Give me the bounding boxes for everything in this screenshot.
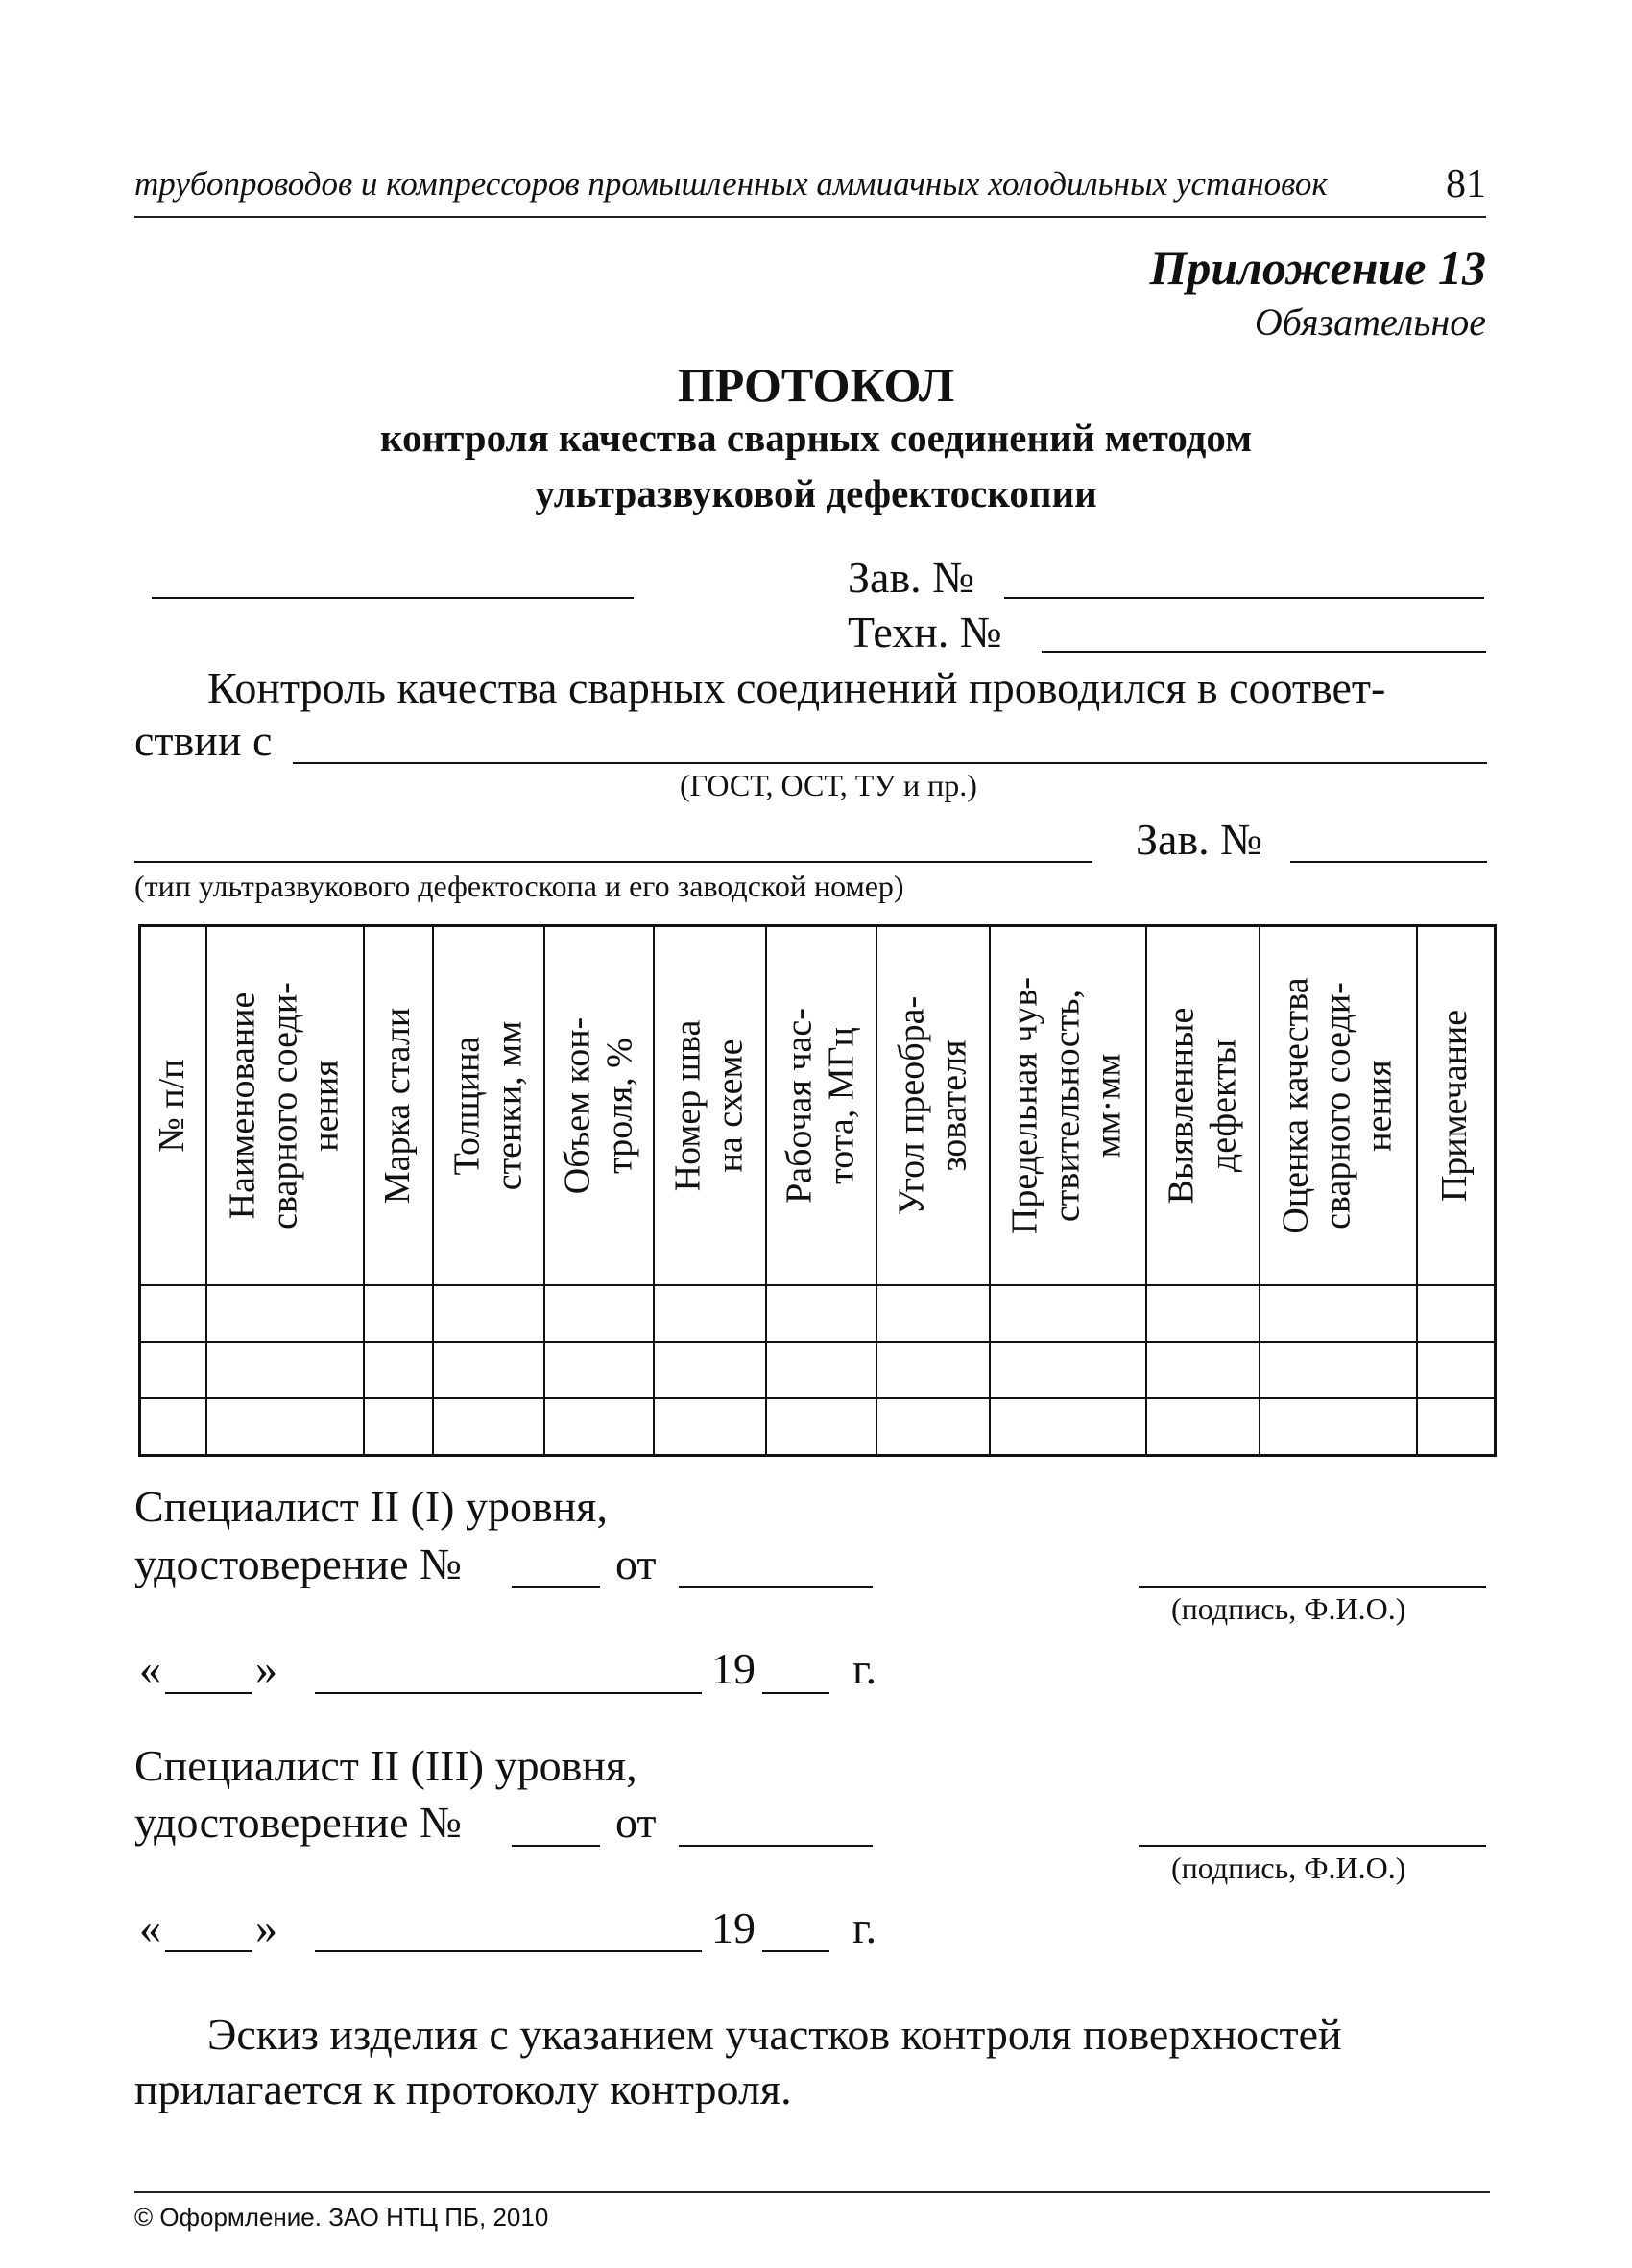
footer-divider [134, 2191, 1490, 2193]
table-cell[interactable] [1146, 1342, 1260, 1398]
column-header-label: Оценка качества сварного соеди- нения [1274, 977, 1400, 1234]
table-cell[interactable] [990, 1398, 1146, 1456]
table-cell[interactable] [544, 1398, 654, 1456]
column-header [990, 926, 1146, 1286]
specialist-1-signature-caption: (подпись, Ф.И.О.) [1171, 1591, 1406, 1626]
specialist-2-date-close: » [255, 1903, 277, 1952]
zav-no-blank-2[interactable] [1290, 861, 1487, 863]
table-cell[interactable] [654, 1285, 766, 1342]
zav-no-label: Зав. № [848, 553, 975, 602]
standard-blank[interactable] [293, 762, 1487, 764]
specialist-2-year-blank[interactable] [762, 1950, 829, 1952]
zav-no-blank[interactable] [1004, 597, 1484, 599]
zav-no-label-2: Зав. № [1136, 815, 1263, 864]
table-cell[interactable] [990, 1285, 1146, 1342]
table-cell[interactable] [140, 1342, 206, 1398]
table-cell[interactable] [876, 1342, 990, 1398]
column-header [433, 926, 544, 1286]
table-cell[interactable] [206, 1342, 364, 1398]
table-cell[interactable] [1417, 1342, 1496, 1398]
specialist-1-cert-blank[interactable] [512, 1586, 600, 1588]
table-cell[interactable] [433, 1342, 544, 1398]
specialist-2-month-blank[interactable] [315, 1950, 702, 1952]
table-cell[interactable] [433, 1285, 544, 1342]
ultrasonic-results-table [138, 924, 1497, 1457]
detector-caption: (тип ультразвукового дефектоскопа и его заводской номер) [134, 869, 904, 903]
table-cell[interactable] [140, 1398, 206, 1456]
table-cell[interactable] [876, 1285, 990, 1342]
table-cell[interactable] [364, 1285, 433, 1342]
specialist-1-date-open: « [139, 1644, 161, 1693]
table-cell[interactable] [206, 1398, 364, 1456]
table-cell[interactable] [1260, 1342, 1417, 1398]
specialist-1-year-suffix: г. [852, 1644, 877, 1693]
specialist-2-cert-label: удостоверение № [134, 1798, 462, 1847]
column-header-label: Предельная чув- ствительность, мм·мм [1004, 976, 1129, 1235]
column-header-label: Наименование сварного соеди- нения [221, 982, 347, 1229]
protocol-title: ПРОТОКОЛ [677, 358, 955, 412]
standard-caption: (ГОСТ, ОСТ, ТУ и пр.) [680, 768, 977, 802]
column-header-label: Примечание [1434, 1009, 1476, 1203]
specialist-1-date-close: » [255, 1644, 277, 1693]
column-header-label: Угол преобра- зователя [890, 995, 973, 1216]
column-header [364, 926, 433, 1286]
column-header [544, 926, 654, 1286]
table-row [140, 1398, 1496, 1456]
column-header-label: № п/п [152, 1059, 193, 1153]
specialist-1-signature-blank[interactable] [1139, 1586, 1486, 1588]
specialist-2-title: Специалист II (III) уровня, [134, 1741, 637, 1790]
column-header-label: Номер шва на схеме [667, 1019, 750, 1192]
table-cell[interactable] [876, 1398, 990, 1456]
specialist-1-title: Специалист II (I) уровня, [134, 1482, 608, 1531]
table-cell[interactable] [206, 1285, 364, 1342]
table-header-row [140, 926, 1496, 1286]
table-cell[interactable] [544, 1285, 654, 1342]
table-cell[interactable] [544, 1342, 654, 1398]
table-cell[interactable] [364, 1398, 433, 1456]
column-header [140, 926, 206, 1286]
column-header [206, 926, 364, 1286]
protocol-subtitle-line1: контроля качества сварных соединений методом [379, 416, 1253, 460]
column-header-label: Толщина стенки, мм [445, 1020, 529, 1191]
specialist-2-from-label: от [615, 1798, 657, 1847]
detector-blank[interactable] [134, 861, 1092, 863]
column-header [876, 926, 990, 1286]
specialist-1-from-label: от [615, 1540, 657, 1588]
table-cell[interactable] [990, 1342, 1146, 1398]
specialist-2-date-open: « [139, 1903, 161, 1952]
table-cell[interactable] [766, 1285, 876, 1342]
control-text-line2: ствии с [134, 716, 273, 765]
control-text-line1: Контроль качества сварных соединений проводился в соответ- [207, 663, 1386, 712]
table-cell[interactable] [1417, 1398, 1496, 1456]
specialist-2-year-label: 19 [711, 1903, 756, 1952]
specialist-1-year-label: 19 [711, 1644, 756, 1693]
footer-copyright: © Оформление. ЗАО НТЦ ПБ, 2010 [134, 2203, 549, 2232]
column-header-label: Рабочая час- тота, МГц [779, 1008, 861, 1204]
running-header-title: трубопроводов и компрессоров промышленных аммиачных холодильных установок [134, 165, 1328, 203]
tekhn-no-blank[interactable] [1042, 651, 1486, 653]
column-header-label: Марка стали [376, 1007, 418, 1205]
specialist-2-signature-caption: (подпись, Ф.И.О.) [1171, 1850, 1406, 1885]
table-cell[interactable] [654, 1398, 766, 1456]
table-cell[interactable] [1260, 1398, 1417, 1456]
table-cell[interactable] [1146, 1398, 1260, 1456]
column-header [654, 926, 766, 1286]
table-cell[interactable] [1260, 1285, 1417, 1342]
table-cell[interactable] [654, 1342, 766, 1398]
table-row [140, 1285, 1496, 1342]
specialist-2-day-blank[interactable] [165, 1950, 252, 1952]
column-header-label: Выявленные дефекты [1160, 1007, 1243, 1205]
table-cell[interactable] [433, 1398, 544, 1456]
sketch-note-line1: Эскиз изделия с указанием участков контроля поверхностей [207, 2010, 1342, 2059]
table-cell[interactable] [140, 1285, 206, 1342]
page-number: 81 [1446, 162, 1486, 206]
specialist-2-signature-blank[interactable] [1139, 1845, 1486, 1847]
specialist-1-year-blank[interactable] [762, 1692, 829, 1694]
specialist-1-day-blank[interactable] [165, 1692, 252, 1694]
table-cell[interactable] [766, 1342, 876, 1398]
column-header [766, 926, 876, 1286]
sketch-note-line2: прилагается к протоколу контроля. [134, 2065, 792, 2113]
specialist-1-from-blank[interactable] [679, 1586, 873, 1588]
table-body [140, 1285, 1496, 1456]
specialist-2-from-blank[interactable] [679, 1845, 873, 1847]
specialist-1-cert-label: удостоверение № [134, 1540, 462, 1588]
appendix-status: Обязательное [1254, 300, 1486, 344]
table-cell[interactable] [364, 1342, 433, 1398]
table-cell[interactable] [1417, 1285, 1496, 1342]
tekhn-no-label: Техн. № [848, 608, 1002, 657]
protocol-subtitle-line2: ультразвуковой дефектоскопии [535, 471, 1097, 515]
table-cell[interactable] [1146, 1285, 1260, 1342]
appendix-label: Приложение 13 [1149, 241, 1486, 295]
specialist-1-month-blank[interactable] [315, 1692, 702, 1694]
column-header [1417, 926, 1496, 1286]
column-header-label: Объем кон- троля, % [556, 1016, 639, 1195]
specialist-2-cert-blank[interactable] [512, 1845, 600, 1847]
column-header [1146, 926, 1260, 1286]
table-cell[interactable] [766, 1398, 876, 1456]
header-divider [134, 216, 1486, 218]
table-row [140, 1342, 1496, 1398]
specialist-2-year-suffix: г. [852, 1903, 877, 1952]
column-header [1260, 926, 1417, 1286]
blank-line-left[interactable] [152, 597, 634, 599]
